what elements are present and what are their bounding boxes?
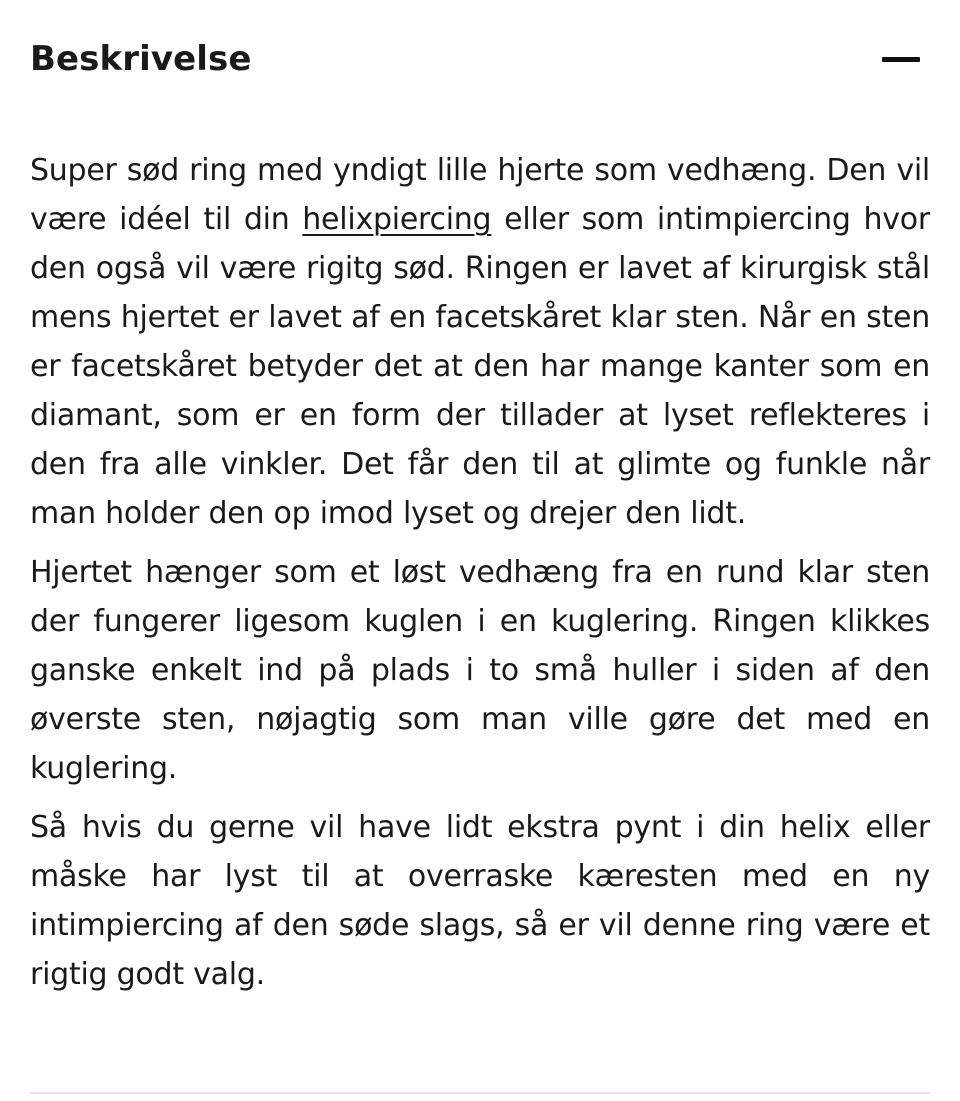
paragraph-1-text-end: eller som intimpiercing hvor den også vil være rigitg sød. Ringen er lavet af kirurgisk stål mens hjertet er lavet af en facetskåret klar sten. Når en sten er facetskåret betyder det at den har mange kanter som en diamant, som er en form der tillader at lyset reflekteres i den fra alle vinkler. Det får den til at glimte og funkle når man holder den op imod lyset og drejer den lidt. [30,202,930,531]
paragraph-1-text-start: Super sød ring med yndigt lille hjerte som vedhæng. Den vil være idéel til din [30,153,930,237]
minus-icon [882,57,920,62]
accordion-title: Beskrivelse [30,39,252,79]
description-paragraph-1 [30,146,930,538]
accordion-body [30,146,930,999]
accordion-header[interactable] [30,36,930,82]
collapse-toggle-button[interactable] [882,36,930,82]
description-paragraph-2: Hjertet hænger som et løst vedhæng fra en rund klar sten der fungerer ligesom kuglen i en kuglering. Ringen klikkes ganske enkelt ind på plads i to små huller i siden af den øverste sten, nøjagtig som man ville gøre det med en kuglering. [30,555,930,786]
helixpiercing-link[interactable]: helixpiercing [302,202,492,237]
section-divider [30,1092,930,1094]
description-accordion [30,0,930,1101]
description-paragraph-3: Så hvis du gerne vil have lidt ekstra pynt i din helix eller måske har lyst til at overraske kæresten med en ny intimpiercing af den søde slags, så er vil denne ring være et rigtig godt valg. [30,810,930,992]
